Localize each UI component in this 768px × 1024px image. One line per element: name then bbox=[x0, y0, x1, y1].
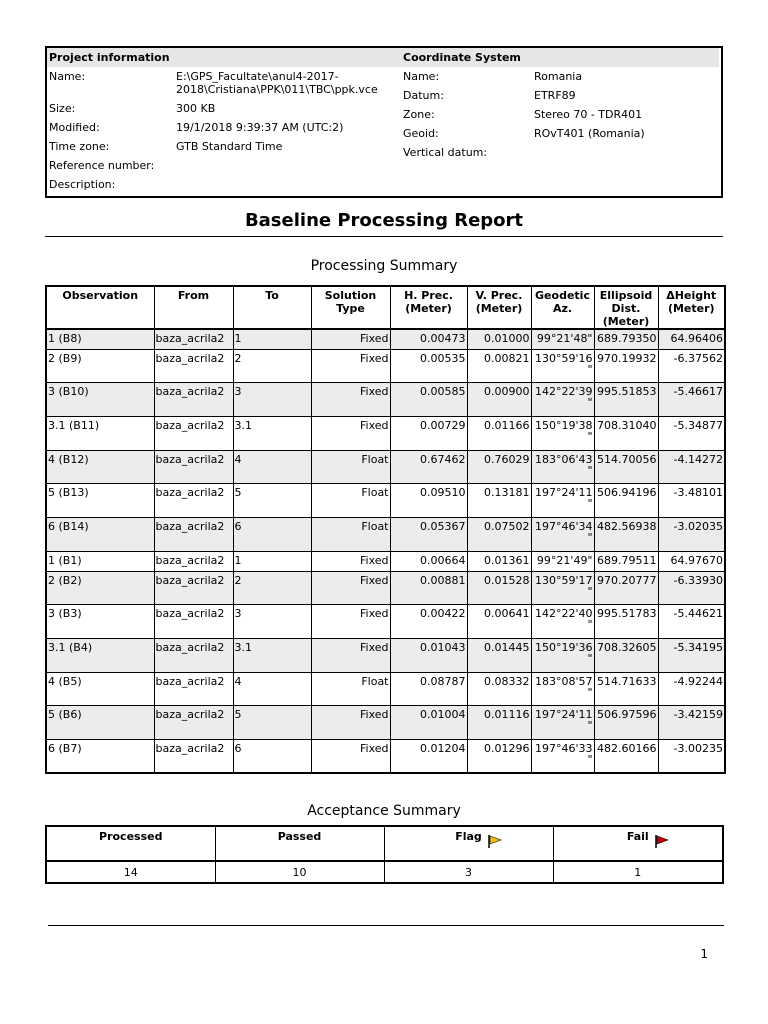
solution-type-cell: Float bbox=[311, 672, 390, 705]
to-cell: 6 bbox=[233, 517, 311, 551]
v-prec-cell: 0.13181 bbox=[467, 483, 531, 517]
project-info-label: Time zone: bbox=[49, 140, 110, 153]
h-prec-cell: 0.00729 bbox=[390, 416, 467, 450]
processing-column-header: Geodetic Az. bbox=[531, 286, 594, 329]
h-prec-cell: 0.08787 bbox=[390, 672, 467, 705]
v-prec-cell: 0.00900 bbox=[467, 382, 531, 416]
geodetic-az-seconds-mark: " bbox=[587, 718, 593, 732]
delta-height-cell: -3.02035 bbox=[658, 517, 725, 551]
coordinate-system-value: Romania bbox=[534, 70, 583, 83]
geodetic-az-seconds-mark: " bbox=[587, 584, 593, 598]
geodetic-az-value: 183°06'43 bbox=[534, 452, 593, 466]
delta-height-cell: -6.33930 bbox=[658, 571, 725, 604]
ellipsoid-dist-cell: 689.79350 bbox=[594, 329, 658, 349]
processing-summary-title: Processing Summary bbox=[310, 258, 458, 274]
h-prec-cell: 0.00881 bbox=[390, 571, 467, 604]
project-info-label: Reference number: bbox=[49, 159, 155, 172]
coordinate-system-label: Name: bbox=[403, 70, 440, 83]
observation-cell: 1 (B8) bbox=[46, 329, 154, 349]
geodetic-az-value: 150°19'36 bbox=[534, 640, 593, 654]
geodetic-az-cell bbox=[531, 604, 594, 638]
observation-cell: 3.1 (B4) bbox=[46, 638, 154, 672]
ellipsoid-dist-cell: 970.19932 bbox=[594, 349, 658, 382]
geodetic-az-cell bbox=[531, 739, 594, 773]
coordinate-system-value: Stereo 70 - TDR401 bbox=[534, 108, 643, 121]
from-cell: baza_acrila2 bbox=[154, 382, 233, 416]
coordinate-system-value: ETRF89 bbox=[534, 89, 576, 102]
table-row bbox=[46, 349, 725, 382]
fail-header: Fail bbox=[553, 826, 723, 861]
observation-cell: 1 (B1) bbox=[46, 551, 154, 571]
geodetic-az-cell bbox=[531, 571, 594, 604]
solution-type-cell: Fixed bbox=[311, 551, 390, 571]
from-cell: baza_acrila2 bbox=[154, 349, 233, 382]
project-info-value: GTB Standard Time bbox=[176, 140, 283, 153]
geodetic-az-value: 197°24'11 bbox=[534, 485, 593, 499]
table-row bbox=[46, 329, 725, 349]
solution-type-cell: Fixed bbox=[311, 705, 390, 739]
h-prec-cell: 0.00422 bbox=[390, 604, 467, 638]
processing-header-row bbox=[46, 286, 725, 329]
coordinate-system-label: Zone: bbox=[403, 108, 435, 121]
table-row bbox=[46, 551, 725, 571]
solution-type-cell: Fixed bbox=[311, 416, 390, 450]
processing-column-header: From bbox=[154, 286, 233, 329]
v-prec-cell: 0.07502 bbox=[467, 517, 531, 551]
delta-height-cell: -4.14272 bbox=[658, 450, 725, 483]
to-cell: 3 bbox=[233, 382, 311, 416]
v-prec-cell: 0.01528 bbox=[467, 571, 531, 604]
delta-height-cell: -5.34195 bbox=[658, 638, 725, 672]
geodetic-az-value: 99°21'49" bbox=[536, 553, 593, 567]
from-cell: baza_acrila2 bbox=[154, 551, 233, 571]
v-prec-cell: 0.01000 bbox=[467, 329, 531, 349]
processing-column-header: Ellipsoid Dist. (Meter) bbox=[594, 286, 658, 329]
project-info-row bbox=[47, 178, 401, 191]
passed-value: 10 bbox=[215, 861, 384, 883]
table-row bbox=[46, 571, 725, 604]
from-cell: baza_acrila2 bbox=[154, 517, 233, 551]
project-information-section bbox=[47, 48, 401, 191]
table-row bbox=[46, 416, 725, 450]
geodetic-az-value: 142°22'39 bbox=[534, 384, 593, 398]
processing-summary-table bbox=[45, 285, 726, 774]
h-prec-cell: 0.01004 bbox=[390, 705, 467, 739]
to-cell: 5 bbox=[233, 483, 311, 517]
geodetic-az-value: 99°21'48" bbox=[536, 332, 593, 345]
delta-height-cell: 64.96406 bbox=[658, 329, 725, 349]
title-divider bbox=[45, 236, 723, 237]
ellipsoid-dist-cell: 482.56938 bbox=[594, 517, 658, 551]
red-flag-icon bbox=[654, 834, 670, 848]
project-info-row bbox=[47, 140, 401, 153]
from-cell: baza_acrila2 bbox=[154, 672, 233, 705]
to-cell: 2 bbox=[233, 571, 311, 604]
table-row bbox=[46, 672, 725, 705]
project-info-value: 2018\Cristiana\PPK\011\TBC\ppk.vce bbox=[176, 83, 378, 96]
observation-cell: 6 (B7) bbox=[46, 739, 154, 773]
geodetic-az-value: 130°59'16 bbox=[534, 351, 593, 365]
processed-header: Processed bbox=[46, 826, 215, 861]
processed-value: 14 bbox=[123, 865, 138, 879]
geodetic-az-seconds-mark: " bbox=[587, 395, 593, 409]
h-prec-cell: 0.01043 bbox=[390, 638, 467, 672]
delta-height-cell: -5.44621 bbox=[658, 604, 725, 638]
solution-type-cell: Fixed bbox=[311, 604, 390, 638]
solution-type-cell: Float bbox=[311, 450, 390, 483]
ellipsoid-dist-cell: 482.60166 bbox=[594, 739, 658, 773]
coordinate-system-header: Coordinate System bbox=[401, 48, 719, 67]
ellipsoid-dist-cell: 514.71633 bbox=[594, 672, 658, 705]
project-info-row bbox=[47, 83, 401, 96]
project-info-row bbox=[47, 121, 401, 134]
solution-type-cell: Fixed bbox=[311, 382, 390, 416]
geodetic-az-cell bbox=[531, 638, 594, 672]
from-cell: baza_acrila2 bbox=[154, 571, 233, 604]
v-prec-cell: 0.01296 bbox=[467, 739, 531, 773]
geodetic-az-seconds-mark: " bbox=[587, 752, 593, 766]
from-cell: baza_acrila2 bbox=[154, 604, 233, 638]
observation-cell: 3 (B10) bbox=[46, 382, 154, 416]
project-information-header: Project information bbox=[47, 48, 401, 67]
observation-cell: 2 (B2) bbox=[46, 571, 154, 604]
ellipsoid-dist-cell: 506.94196 bbox=[594, 483, 658, 517]
to-cell: 5 bbox=[233, 705, 311, 739]
table-row bbox=[46, 517, 725, 551]
ellipsoid-dist-cell: 708.32605 bbox=[594, 638, 658, 672]
geodetic-az-value: 142°22'40 bbox=[534, 606, 593, 620]
coordinate-system-label: Datum: bbox=[403, 89, 444, 102]
processing-column-header: V. Prec. (Meter) bbox=[467, 286, 531, 329]
v-prec-cell: 0.01361 bbox=[467, 551, 531, 571]
observation-cell: 6 (B14) bbox=[46, 517, 154, 551]
table-row bbox=[46, 382, 725, 416]
geodetic-az-value: 183°08'57 bbox=[534, 674, 593, 688]
coordinate-system-label: Geoid: bbox=[403, 127, 439, 140]
geodetic-az-cell bbox=[531, 382, 594, 416]
passed-header: Passed bbox=[215, 826, 384, 861]
to-cell: 1 bbox=[233, 329, 311, 349]
geodetic-az-cell bbox=[531, 349, 594, 382]
processing-column-header: To bbox=[233, 286, 311, 329]
to-cell: 3.1 bbox=[233, 638, 311, 672]
h-prec-cell: 0.00585 bbox=[390, 382, 467, 416]
coordinate-system-row bbox=[401, 108, 721, 121]
table-row bbox=[46, 450, 725, 483]
geodetic-az-value: 150°19'38 bbox=[534, 418, 593, 432]
ellipsoid-dist-cell: 689.79511 bbox=[594, 551, 658, 571]
table-row bbox=[46, 604, 725, 638]
coordinate-system-row bbox=[401, 146, 721, 159]
flag-header: Flag bbox=[384, 826, 553, 861]
to-cell: 6 bbox=[233, 739, 311, 773]
from-cell: baza_acrila2 bbox=[154, 638, 233, 672]
observation-cell: 3.1 (B11) bbox=[46, 416, 154, 450]
observation-cell: 5 (B13) bbox=[46, 483, 154, 517]
fail-value: 1 bbox=[553, 861, 723, 883]
geodetic-az-cell bbox=[531, 416, 594, 450]
coordinate-system-label: Vertical datum: bbox=[403, 146, 488, 159]
table-row bbox=[46, 739, 725, 773]
from-cell: baza_acrila2 bbox=[154, 450, 233, 483]
to-cell: 1 bbox=[233, 551, 311, 571]
geodetic-az-seconds-mark: " bbox=[587, 362, 593, 376]
delta-height-cell: -5.46617 bbox=[658, 382, 725, 416]
h-prec-cell: 0.00664 bbox=[390, 551, 467, 571]
project-info-row bbox=[47, 102, 401, 115]
processing-column-header: Solution Type bbox=[311, 286, 390, 329]
table-row bbox=[46, 705, 725, 739]
coordinate-system-row bbox=[401, 70, 721, 83]
observation-cell: 2 (B9) bbox=[46, 349, 154, 382]
h-prec-cell: 0.00535 bbox=[390, 349, 467, 382]
delta-height-cell: 64.97670 bbox=[658, 551, 725, 571]
project-info-row bbox=[47, 70, 401, 83]
project-info-label: Name: bbox=[49, 70, 86, 83]
processing-column-header: H. Prec. (Meter) bbox=[390, 286, 467, 329]
project-info-box bbox=[45, 46, 723, 198]
processing-column-header: ΔHeight (Meter) bbox=[658, 286, 725, 329]
project-info-row bbox=[47, 159, 401, 172]
solution-type-cell: Fixed bbox=[311, 349, 390, 382]
geodetic-az-value: 197°46'34 bbox=[534, 519, 593, 533]
geodetic-az-cell bbox=[531, 672, 594, 705]
v-prec-cell: 0.76029 bbox=[467, 450, 531, 483]
report-title: Baseline Processing Report bbox=[244, 210, 524, 231]
geodetic-az-cell bbox=[531, 329, 594, 349]
ellipsoid-dist-cell: 708.31040 bbox=[594, 416, 658, 450]
coordinate-system-value: ROvT401 (Romania) bbox=[534, 127, 645, 140]
to-cell: 4 bbox=[233, 450, 311, 483]
h-prec-cell: 0.09510 bbox=[390, 483, 467, 517]
solution-type-cell: Fixed bbox=[311, 739, 390, 773]
geodetic-az-seconds-mark: " bbox=[587, 685, 593, 699]
h-prec-cell: 0.01204 bbox=[390, 739, 467, 773]
to-cell: 2 bbox=[233, 349, 311, 382]
h-prec-cell: 0.00473 bbox=[390, 329, 467, 349]
v-prec-cell: 0.00821 bbox=[467, 349, 531, 382]
solution-type-cell: Fixed bbox=[311, 638, 390, 672]
delta-height-cell: -4.92244 bbox=[658, 672, 725, 705]
ellipsoid-dist-cell: 514.70056 bbox=[594, 450, 658, 483]
project-info-value bbox=[176, 159, 401, 172]
footer-divider bbox=[48, 925, 724, 926]
acceptance-summary-title: Acceptance Summary bbox=[307, 803, 461, 819]
project-info-value bbox=[176, 178, 401, 191]
yellow-flag-icon bbox=[487, 834, 503, 848]
project-info-label: Description: bbox=[49, 178, 116, 191]
table-row bbox=[46, 638, 725, 672]
geodetic-az-seconds-mark: " bbox=[587, 496, 593, 510]
geodetic-az-seconds-mark: " bbox=[587, 463, 593, 477]
h-prec-cell: 0.05367 bbox=[390, 517, 467, 551]
coordinate-system-row bbox=[401, 127, 721, 140]
geodetic-az-seconds-mark: " bbox=[587, 429, 593, 443]
solution-type-cell: Fixed bbox=[311, 329, 390, 349]
coordinate-system-value bbox=[534, 146, 721, 159]
project-info-value: E:\GPS_Facultate\anul4-2017- bbox=[176, 70, 339, 83]
from-cell: baza_acrila2 bbox=[154, 739, 233, 773]
acceptance-summary-table bbox=[45, 825, 724, 884]
geodetic-az-value: 130°59'17 bbox=[534, 573, 593, 587]
delta-height-cell: -6.37562 bbox=[658, 349, 725, 382]
table-row bbox=[46, 483, 725, 517]
acceptance-header-row bbox=[46, 826, 723, 861]
v-prec-cell: 0.01116 bbox=[467, 705, 531, 739]
geodetic-az-cell bbox=[531, 705, 594, 739]
solution-type-cell: Float bbox=[311, 517, 390, 551]
from-cell: baza_acrila2 bbox=[154, 483, 233, 517]
ellipsoid-dist-cell: 995.51783 bbox=[594, 604, 658, 638]
from-cell: baza_acrila2 bbox=[154, 705, 233, 739]
project-info-label: Modified: bbox=[49, 121, 100, 134]
geodetic-az-cell bbox=[531, 450, 594, 483]
coordinate-system-row bbox=[401, 89, 721, 102]
geodetic-az-value: 197°24'11 bbox=[534, 707, 593, 721]
ellipsoid-dist-cell: 995.51853 bbox=[594, 382, 658, 416]
coordinate-system-section bbox=[401, 48, 721, 159]
solution-type-cell: Float bbox=[311, 483, 390, 517]
geodetic-az-value: 197°46'33 bbox=[534, 741, 593, 755]
geodetic-az-cell bbox=[531, 483, 594, 517]
solution-type-cell: Fixed bbox=[311, 571, 390, 604]
delta-height-cell: -3.00235 bbox=[658, 739, 725, 773]
geodetic-az-cell bbox=[531, 517, 594, 551]
v-prec-cell: 0.01445 bbox=[467, 638, 531, 672]
geodetic-az-seconds-mark: " bbox=[587, 651, 593, 665]
observation-cell: 3 (B3) bbox=[46, 604, 154, 638]
observation-cell: 4 (B12) bbox=[46, 450, 154, 483]
processing-column-header: Observation bbox=[46, 286, 154, 329]
project-info-label: Size: bbox=[49, 102, 76, 115]
delta-height-cell: -3.48101 bbox=[658, 483, 725, 517]
from-cell: baza_acrila2 bbox=[154, 329, 233, 349]
v-prec-cell: 0.01166 bbox=[467, 416, 531, 450]
delta-height-cell: -3.42159 bbox=[658, 705, 725, 739]
v-prec-cell: 0.00641 bbox=[467, 604, 531, 638]
geodetic-az-seconds-mark: " bbox=[587, 617, 593, 631]
v-prec-cell: 0.08332 bbox=[467, 672, 531, 705]
geodetic-az-seconds-mark: " bbox=[587, 530, 593, 544]
flag-value: 3 bbox=[384, 861, 553, 883]
page-number: 1 bbox=[700, 947, 708, 961]
from-cell: baza_acrila2 bbox=[154, 416, 233, 450]
project-info-value: 19/1/2018 9:39:37 AM (UTC:2) bbox=[176, 121, 344, 134]
to-cell: 4 bbox=[233, 672, 311, 705]
h-prec-cell: 0.67462 bbox=[390, 450, 467, 483]
delta-height-cell: -5.34877 bbox=[658, 416, 725, 450]
observation-cell: 4 (B5) bbox=[46, 672, 154, 705]
ellipsoid-dist-cell: 506.97596 bbox=[594, 705, 658, 739]
project-info-value: 300 KB bbox=[176, 102, 216, 115]
to-cell: 3.1 bbox=[233, 416, 311, 450]
ellipsoid-dist-cell: 970.20777 bbox=[594, 571, 658, 604]
observation-cell: 5 (B6) bbox=[46, 705, 154, 739]
acceptance-values-row bbox=[46, 861, 723, 883]
geodetic-az-cell bbox=[531, 551, 594, 571]
to-cell: 3 bbox=[233, 604, 311, 638]
